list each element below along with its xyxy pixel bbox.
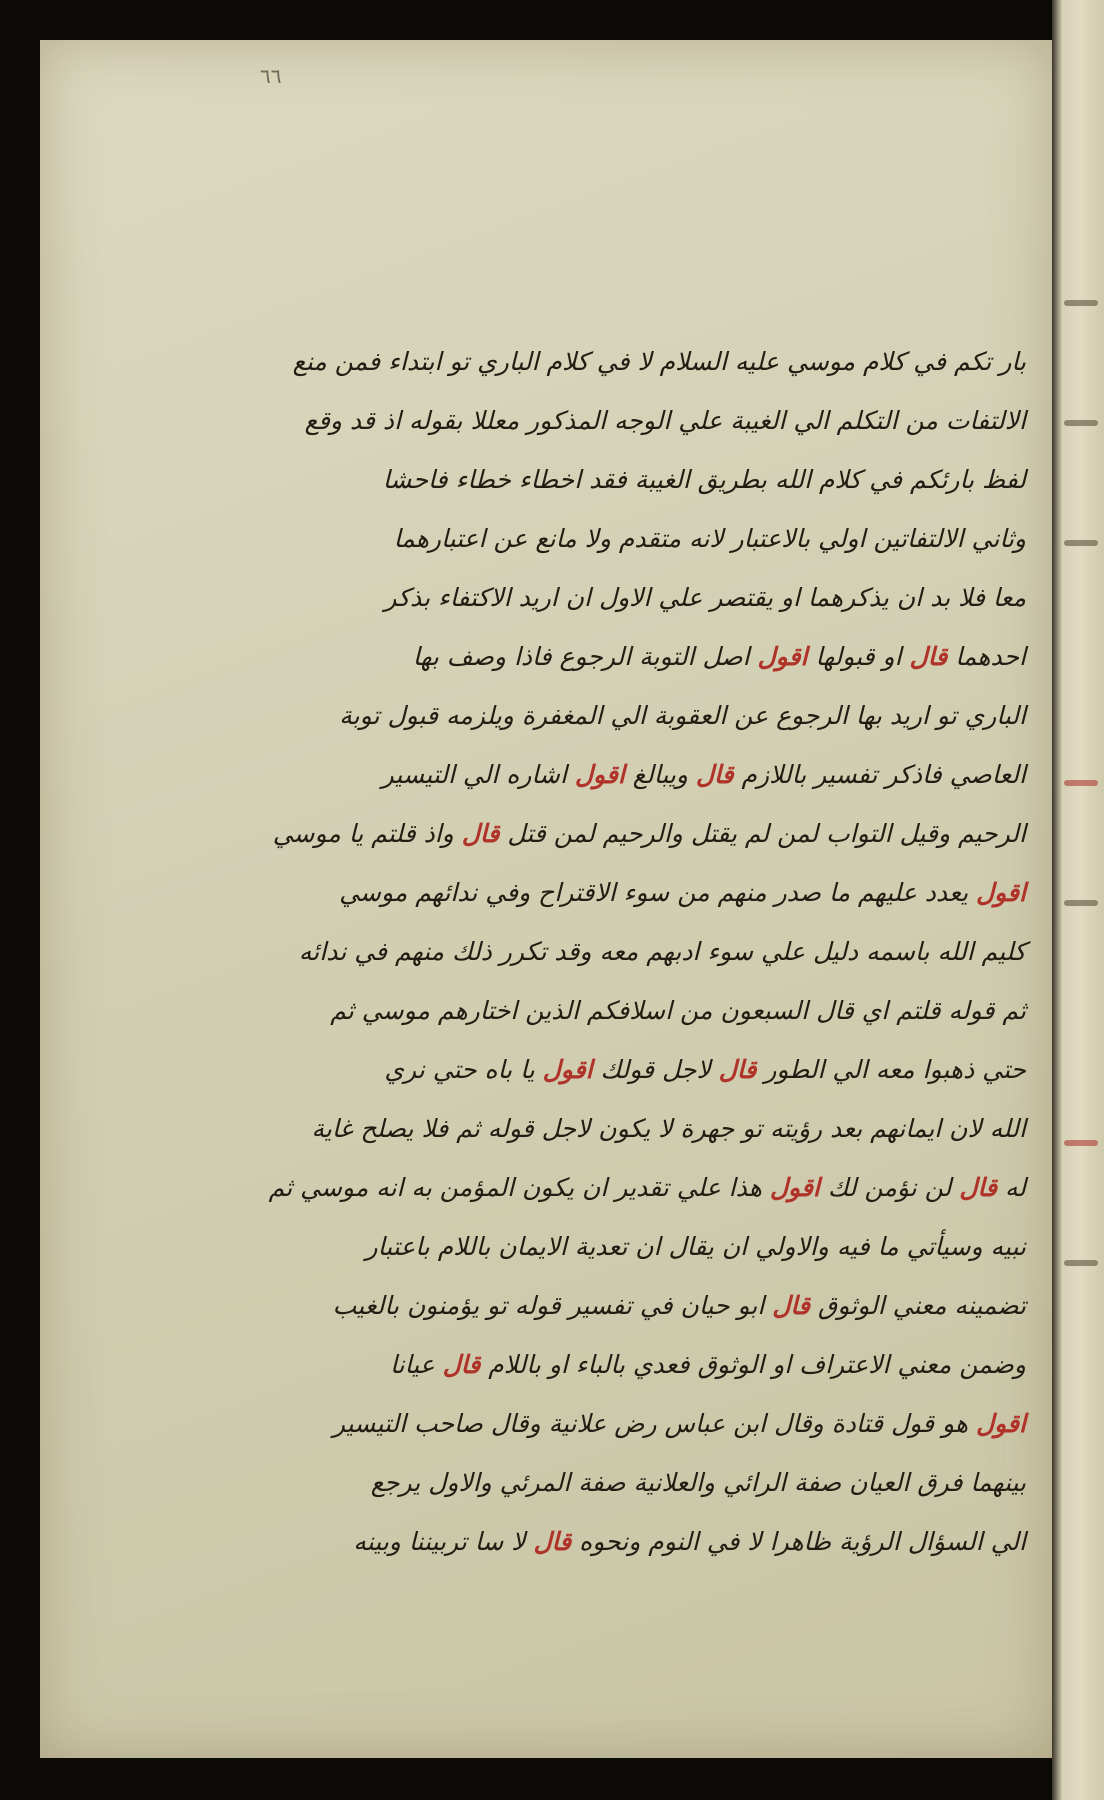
text-segment: تضمينه معني الوثوق xyxy=(809,1291,1026,1320)
text-segment: وثاني الالتفاتين اولي بالاعتبار لانه متقدم ولا مانع عن اعتبارهما xyxy=(393,524,1026,553)
folio-number: ٦٦ xyxy=(260,64,282,88)
text-line xyxy=(381,745,1026,804)
rubric-word: اقول xyxy=(976,878,1026,907)
text-segment: اصل التوبة الرجوع فاذا وصف بها xyxy=(412,642,758,671)
text-segment: العاصي فاذكر تفسير باللازم xyxy=(733,760,1026,789)
text-segment: او قبولها xyxy=(807,642,910,671)
text-line xyxy=(370,1453,1026,1512)
text-segment: ابو حيان في تفسير قوله تو يؤمنون بالغيب xyxy=(332,1291,773,1320)
text-line xyxy=(339,686,1026,745)
rubric-word: قال xyxy=(533,1527,572,1556)
text-line xyxy=(272,804,1026,863)
text-line xyxy=(353,1512,1026,1571)
rubric-word: قال xyxy=(909,642,948,671)
rubric-word: قال xyxy=(695,760,734,789)
rubric-word: قال xyxy=(442,1350,481,1379)
text-segment: الله لان ايمانهم بعد رؤيته تو جهرة لا يكون لاجل قوله ثم فلا يصلح غاية xyxy=(311,1114,1026,1143)
text-segment: حتي ذهبوا معه الي الطور xyxy=(756,1055,1026,1084)
text-line xyxy=(339,863,1026,922)
text-segment: واذ قلتم يا موسي xyxy=(272,819,462,848)
text-segment: اشاره الي التيسير xyxy=(381,760,575,789)
text-line xyxy=(332,1276,1026,1335)
text-line xyxy=(384,568,1026,627)
text-segment: بينهما فرق العيان صفة الرائي والعلانية صفة المرئي والاول يرجع xyxy=(370,1468,1026,1497)
text-line xyxy=(292,332,1026,391)
adjacent-text-mark xyxy=(1064,900,1098,906)
text-line xyxy=(304,391,1026,450)
text-segment: الباري تو اريد بها الرجوع عن العقوبة الي المغفرة ويلزمه قبول توبة xyxy=(339,701,1026,730)
text-segment: عيانا xyxy=(390,1350,443,1379)
text-line xyxy=(393,509,1026,568)
text-line xyxy=(365,1217,1026,1276)
text-line xyxy=(390,1335,1026,1394)
adjacent-rubric-mark xyxy=(1064,1140,1098,1146)
text-segment: بار تكم في كلام موسي عليه السلام لا في كلام الباري تو ابتداء فمن منع xyxy=(292,347,1026,376)
rubric-word: قال xyxy=(461,819,500,848)
text-segment: يا باه حتي نري xyxy=(384,1055,543,1084)
text-line xyxy=(382,450,1026,509)
rubric-word: اقول xyxy=(542,1055,593,1084)
adjacent-text-mark xyxy=(1064,420,1098,426)
rubric-word: اقول xyxy=(976,1409,1026,1438)
text-line xyxy=(311,1099,1026,1158)
rubric-word: اقول xyxy=(769,1173,820,1202)
adjacent-text-mark xyxy=(1064,540,1098,546)
text-segment: وضمن معني الاعتراف او الوثوق فعدي بالباء او باللام xyxy=(480,1350,1026,1379)
text-segment: كليم الله باسمه دليل علي سوء ادبهم معه وقد تكرر ذلك منهم في ندائه xyxy=(298,937,1026,966)
text-line xyxy=(268,1158,1026,1217)
text-segment: ويبالغ xyxy=(624,760,696,789)
adjacent-text-mark xyxy=(1064,1260,1098,1266)
text-segment: الالتفات من التكلم الي الغيبة علي الوجه المذكور معللا بقوله اذ قد وقع xyxy=(304,406,1026,435)
text-segment: الي السؤال الرؤية ظاهرا لا في النوم ونحوه xyxy=(571,1527,1026,1556)
text-segment: لن نؤمن لك xyxy=(819,1173,960,1202)
rubric-word: اقول xyxy=(574,760,625,789)
text-segment: نبيه وسيأتي ما فيه والاولي ان يقال ان تعدية الايمان باللام باعتبار xyxy=(365,1232,1026,1261)
text-segment: لا سا تربيننا وبينه xyxy=(353,1527,534,1556)
rubric-word: قال xyxy=(959,1173,998,1202)
rubric-word: قال xyxy=(718,1055,757,1084)
rubric-word: اقول xyxy=(757,642,808,671)
text-segment: هذا علي تقدير ان يكون المؤمن به انه موسي ثم xyxy=(268,1173,770,1202)
text-segment: احدهما xyxy=(947,642,1026,671)
text-line xyxy=(332,1394,1026,1453)
adjacent-text-mark xyxy=(1064,300,1098,306)
rubric-word: قال xyxy=(772,1291,810,1320)
text-segment: الرحيم وقيل التواب لمن لم يقتل والرحيم لمن قتل xyxy=(499,819,1026,848)
text-line xyxy=(330,981,1026,1040)
text-segment: له xyxy=(997,1173,1026,1202)
manuscript-text-block xyxy=(268,332,1026,1571)
text-segment: يعدد عليهم ما صدر منهم من سوء الاقتراح وفي ندائهم موسي xyxy=(339,878,977,907)
text-segment: هو قول قتادة وقال ابن عباس رض علانية وقال صاحب التيسير xyxy=(332,1409,977,1438)
text-line xyxy=(384,1040,1026,1099)
adjacent-rubric-mark xyxy=(1064,780,1098,786)
text-segment: لاجل قولك xyxy=(592,1055,719,1084)
text-segment: ثم قوله قلتم اي قال السبعون من اسلافكم الذين اختارهم موسي ثم xyxy=(330,996,1026,1025)
text-segment: معا فلا بد ان يذكرهما او يقتصر علي الاول ان اريد الاكتفاء بذكر xyxy=(384,583,1026,612)
text-line xyxy=(298,922,1026,981)
text-segment: لفظ بارئكم في كلام الله بطريق الغيبة فقد اخطاء خطاء فاحشا xyxy=(382,465,1026,494)
text-line xyxy=(412,627,1026,686)
